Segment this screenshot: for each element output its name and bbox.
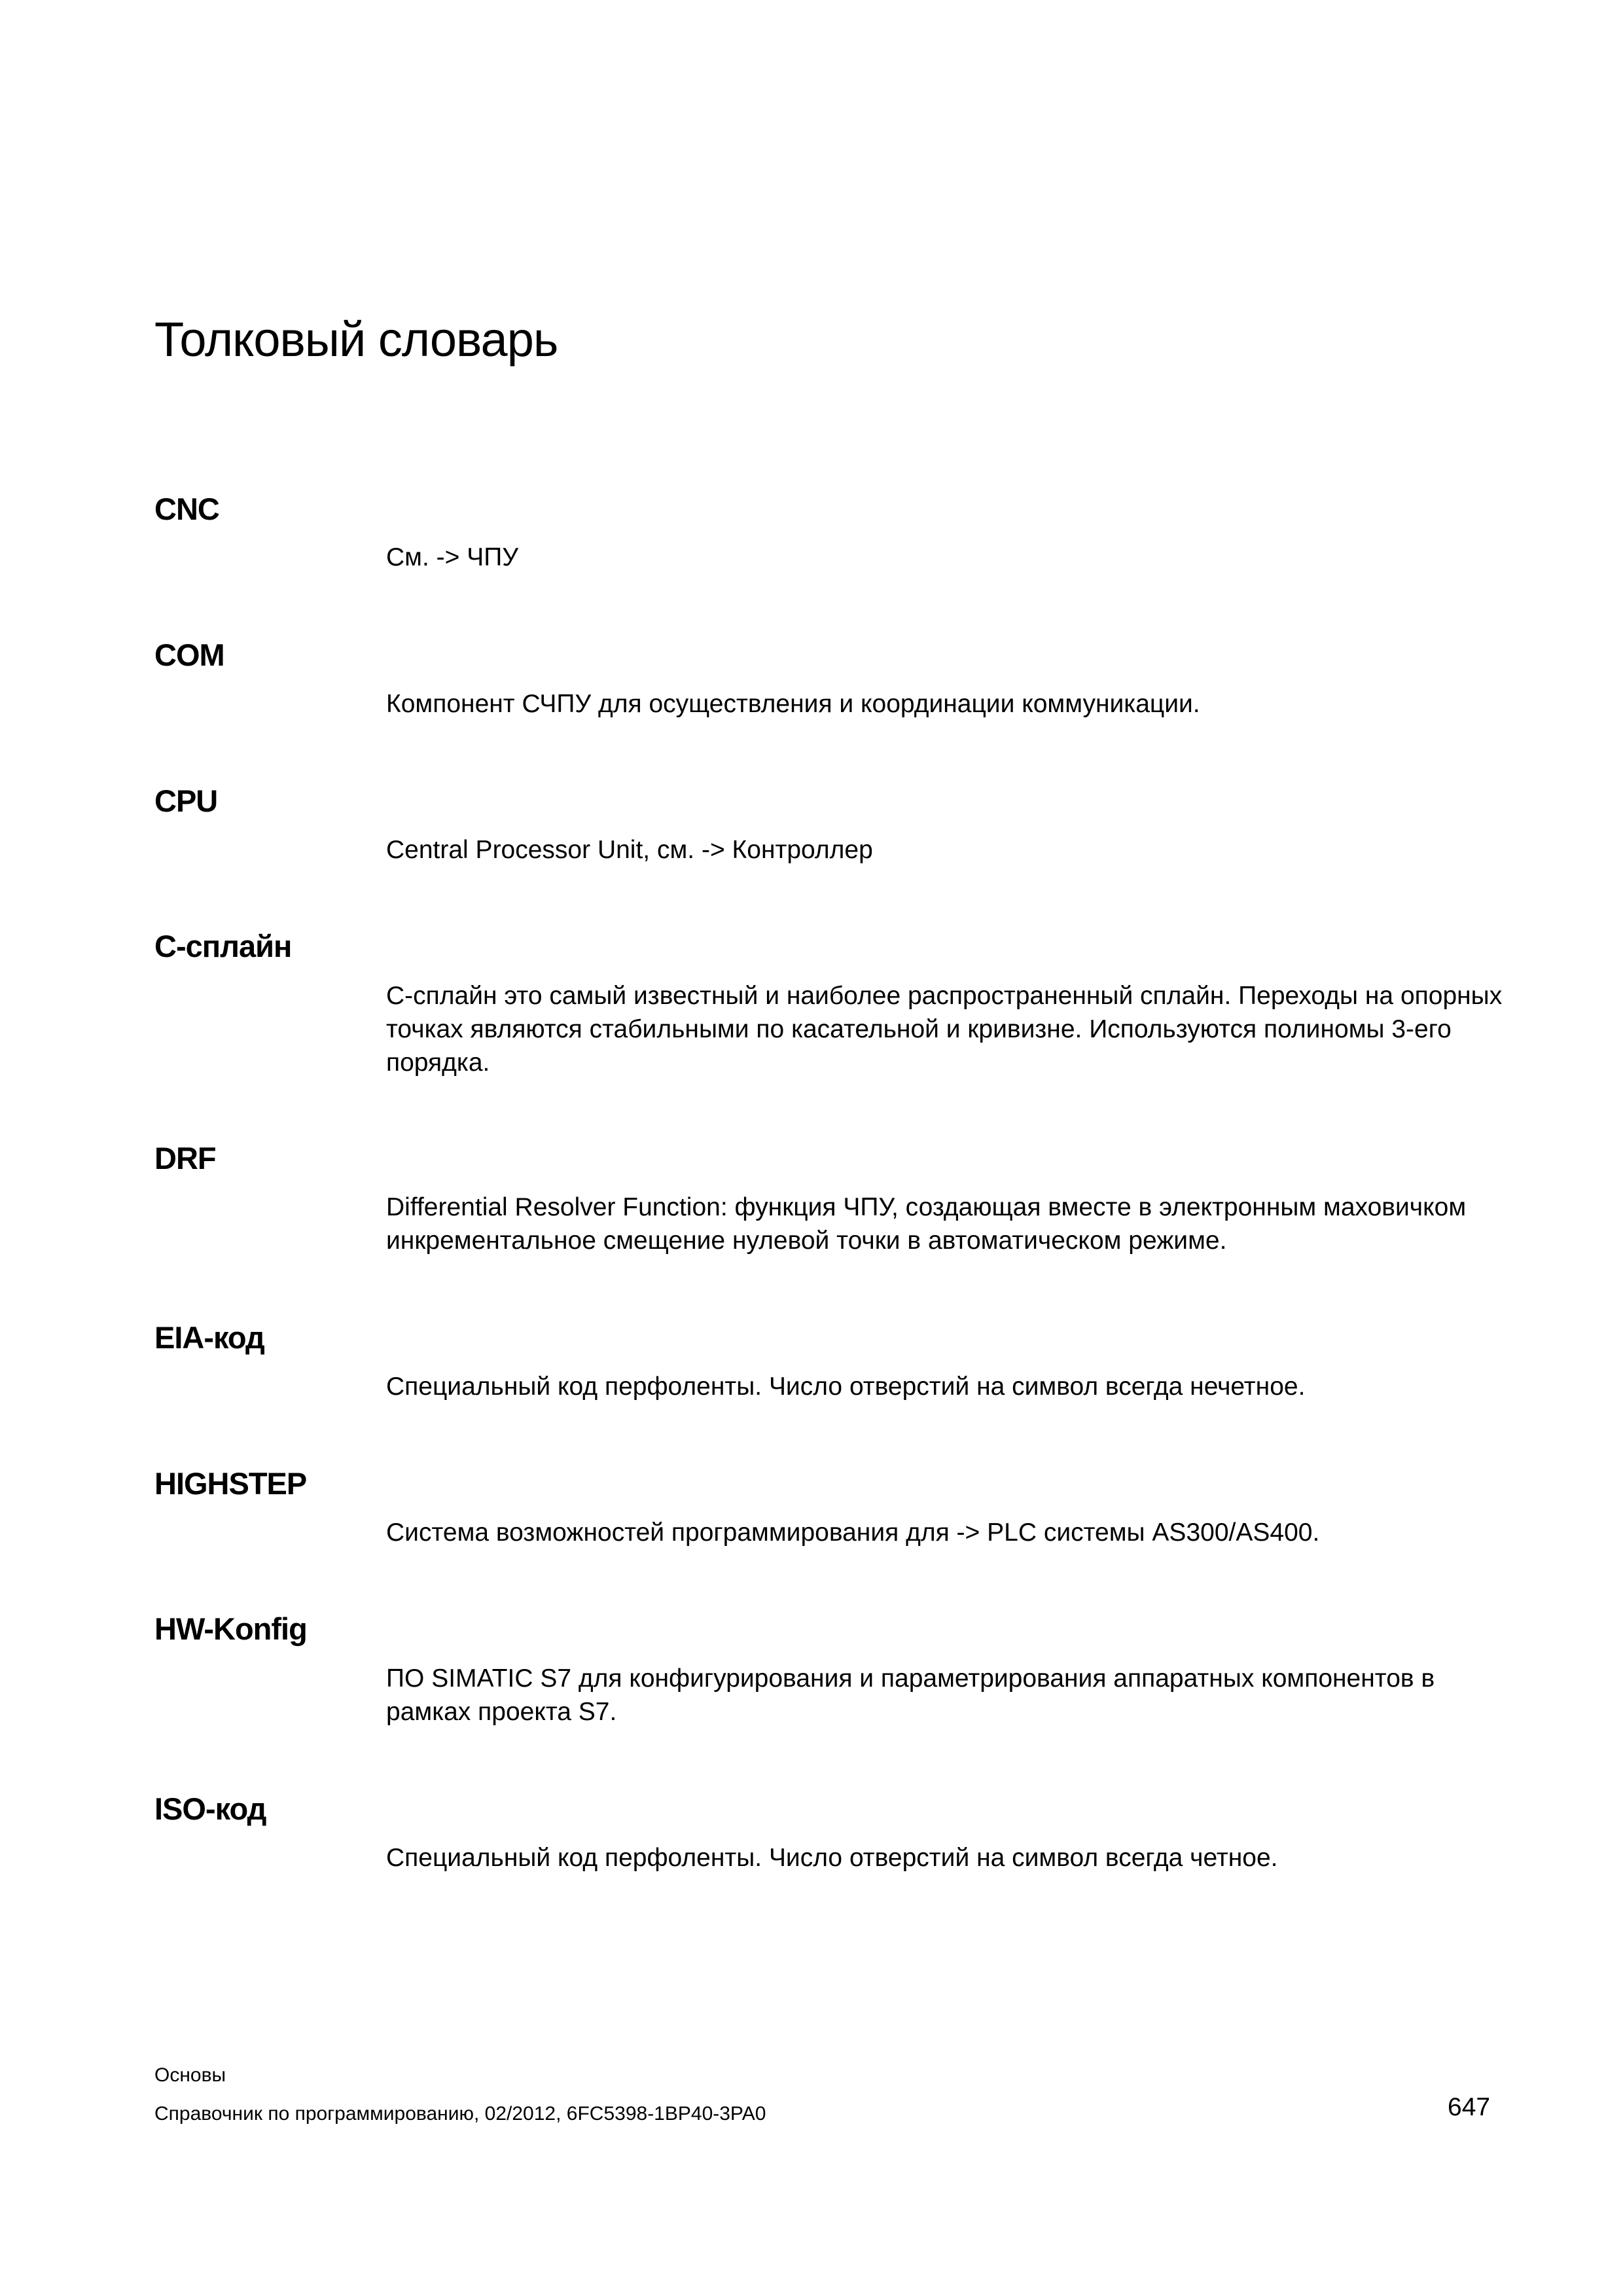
glossary-definition: Differential Resolver Function: функция ЧПУ, создающая вместе в электронным маховичком инкрементальное смещение нулевой точки в автоматическом режиме. xyxy=(386,1193,1467,1255)
glossary-term: COM xyxy=(154,637,224,672)
glossary-definition: ПО SIMATIC S7 для конфигурирования и параметрирования аппаратных компонентов в рамках проекта S7. xyxy=(386,1664,1435,1726)
page-number: 647 xyxy=(1448,2093,1491,2121)
footer-document-title: Основы xyxy=(154,2064,226,2086)
glossary-definition: Central Processor Unit, см. -> Контроллер xyxy=(386,836,873,864)
glossary-definition: Специальный код перфоленты. Число отверстий на символ всегда нечетное. xyxy=(386,1372,1306,1401)
glossary-definition: Система возможностей программирования для -> PLC системы AS300/AS400. xyxy=(386,1518,1320,1547)
footer-document-info: Справочник по программированию, 02/2012, 6FC5398-1BP40-3PA0 xyxy=(154,2103,766,2125)
glossary-term: DRF xyxy=(154,1141,216,1175)
glossary-definition: Специальный код перфоленты. Число отверстий на символ всегда четное. xyxy=(386,1844,1278,1872)
glossary-term: HW-Konfig xyxy=(154,1611,307,1646)
glossary-term: CNC xyxy=(154,492,219,526)
glossary-definition: Компонент СЧПУ для осуществления и координации коммуникации. xyxy=(386,690,1200,718)
glossary-definition: C-сплайн это самый известный и наиболее распространенный сплайн. Переходы на опорных точках являются стабильными по касательной и кривизне. Используются полиномы 3-его порядка. xyxy=(386,982,1503,1077)
glossary-term: ISO-код xyxy=(154,1791,266,1826)
glossary-term: EIA-код xyxy=(154,1320,264,1355)
glossary-term: C-сплайн xyxy=(154,929,292,963)
glossary-term: HIGHSTEP xyxy=(154,1466,307,1501)
glossary-definition: См. -> ЧПУ xyxy=(386,543,519,571)
glossary-term: CPU xyxy=(154,783,218,818)
page-title: Толковый словарь xyxy=(154,312,558,367)
